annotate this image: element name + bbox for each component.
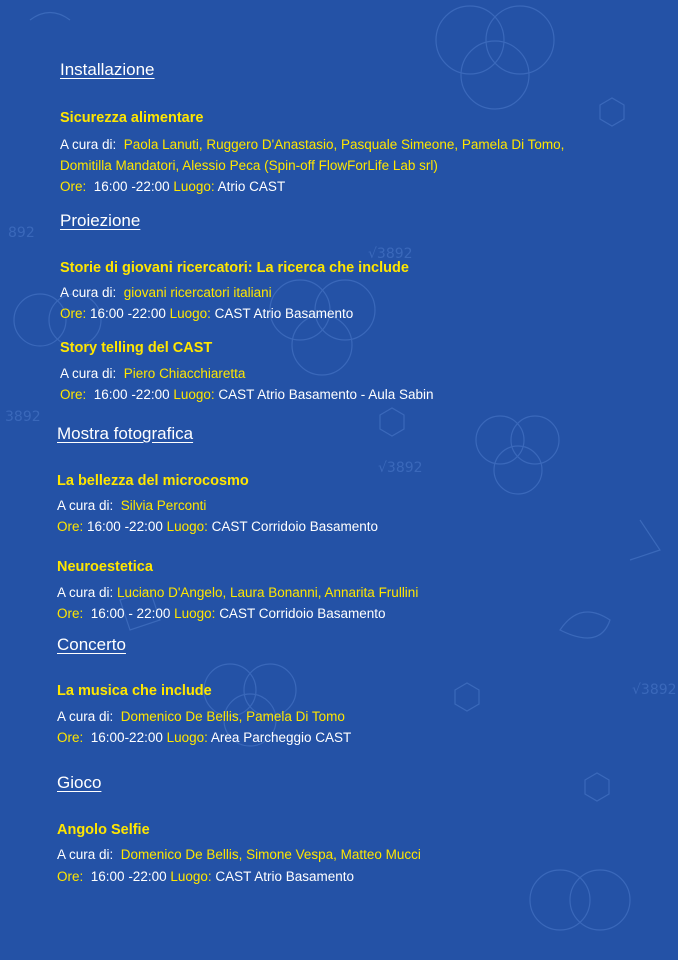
event-schedule — [60, 306, 353, 321]
event-schedule — [60, 387, 434, 402]
place-value: Atrio CAST — [217, 179, 286, 194]
time-value: 16:00 -22:00 — [93, 387, 170, 402]
event-curators — [60, 366, 245, 381]
event-curators — [57, 847, 421, 862]
svg-text:√3892: √3892 — [368, 246, 413, 262]
time-value: 16:00 - 22:00 — [90, 606, 171, 621]
time-label: Ore: — [60, 179, 87, 194]
curated-label: A cura di: — [57, 498, 114, 513]
time-value: 16:00 -22:00 — [90, 306, 166, 321]
curators-names: Domitilla Mandatori, Alessio Peca (Spin-off FlowForLife Lab srl) — [60, 158, 438, 173]
place-value: CAST Corridoio Basamento — [219, 606, 386, 621]
curated-label: A cura di: — [57, 585, 114, 600]
curated-label: A cura di: — [60, 366, 117, 381]
svg-text:√3892: √3892 — [632, 682, 677, 698]
curators-names: giovani ricercatori italiani — [123, 285, 272, 300]
place-label: Luogo: — [173, 179, 215, 194]
curators-names: Luciano D'Angelo, Laura Bonanni, Annarita Frullini — [117, 585, 419, 600]
curators-names: Paola Lanuti, Ruggero D'Anastasio, Pasquale Simeone, Pamela Di Tomo, — [123, 137, 565, 152]
place-value: CAST Atrio Basamento - Aula Sabin — [218, 387, 434, 402]
time-label: Ore: — [57, 869, 84, 884]
curated-label: A cura di: — [60, 285, 117, 300]
event-curators — [57, 498, 206, 513]
curated-label: A cura di: — [57, 709, 114, 724]
svg-text:3892: 3892 — [5, 409, 41, 425]
time-label: Ore: — [60, 387, 87, 402]
place-label: Luogo: — [173, 387, 215, 402]
place-value: CAST Atrio Basamento — [215, 869, 354, 884]
event-title: La musica che include — [57, 683, 212, 699]
event-title: Sicurezza alimentare — [60, 110, 204, 126]
place-value: CAST Corridoio Basamento — [211, 519, 378, 534]
section-heading-concerto: Concerto — [57, 635, 126, 654]
time-label: Ore: — [57, 519, 84, 534]
time-label: Ore: — [57, 606, 84, 621]
time-value: 16:00 -22:00 — [90, 869, 167, 884]
curated-label: A cura di: — [60, 137, 117, 152]
time-label: Ore: — [57, 730, 84, 745]
event-title: Angolo Selfie — [57, 822, 150, 838]
place-label: Luogo: — [166, 519, 208, 534]
time-value: 16:00 -22:00 — [87, 519, 163, 534]
section-heading-gioco: Gioco — [57, 773, 102, 792]
curators-names: Piero Chiacchiaretta — [123, 366, 246, 381]
event-title: Neuroestetica — [57, 559, 153, 575]
event-schedule — [57, 519, 378, 534]
time-value: 16:00 -22:00 — [93, 179, 170, 194]
time-label: Ore: — [60, 306, 87, 321]
place-label: Luogo: — [169, 306, 211, 321]
place-label: Luogo: — [170, 869, 212, 884]
svg-text:√3892: √3892 — [378, 460, 423, 476]
event-title: Story telling del CAST — [60, 340, 213, 356]
time-value: 16:00-22:00 — [90, 730, 163, 745]
curators-names: Domenico De Bellis, Simone Vespa, Matteo Mucci — [120, 847, 421, 862]
curators-names: Domenico De Bellis, Pamela Di Tomo — [120, 709, 345, 724]
event-curators — [57, 709, 345, 724]
section-heading-proiezione: Proiezione — [60, 211, 141, 230]
place-label: Luogo: — [174, 606, 216, 621]
event-schedule — [60, 179, 285, 194]
event-curators — [60, 137, 564, 152]
section-heading-mostra-fotografica: Mostra fotografica — [57, 424, 194, 443]
place-label: Luogo: — [166, 730, 208, 745]
event-curators — [57, 585, 418, 600]
event-schedule — [57, 730, 351, 745]
event-title: La bellezza del microcosmo — [57, 473, 249, 489]
event-schedule — [57, 869, 354, 884]
place-value: CAST Atrio Basamento — [214, 306, 354, 321]
curators-names: Silvia Perconti — [120, 498, 207, 513]
event-schedule — [57, 606, 386, 621]
svg-text:892: 892 — [8, 225, 35, 241]
event-curators — [60, 285, 272, 300]
event-title: Storie di giovani ricercatori: La ricerca che include — [60, 260, 409, 276]
section-heading-installazione: Installazione — [60, 60, 155, 79]
place-value: Area Parcheggio CAST — [210, 730, 352, 745]
curated-label: A cura di: — [57, 847, 114, 862]
event-curators-continued — [60, 158, 438, 173]
